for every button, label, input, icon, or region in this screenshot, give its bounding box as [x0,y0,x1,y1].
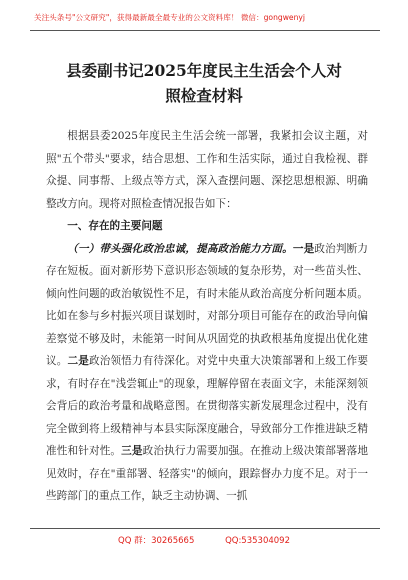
point-three-lead: 三是 [121,445,143,457]
footer [0,534,408,546]
document-body [46,125,368,508]
sub-heading-political-loyalty: （一）带头强化政治忠诚，提高政治能力方面。 [67,242,293,255]
problem-paragraph [46,238,368,508]
footer-divider [30,528,380,529]
intro-paragraph: 根据县委2025年度民主生活会统一部署，我紧扣会议主题，对照"五个带头"要求，结合思想、工作和生活实际，通过自我检视、群众提、同事帮、上级点等方式，深入查摆问题、深挖思想根源、明确整改方向。现将对照检查情况报告如下： [46,130,368,210]
point-two-text: 政治领悟力有待深化。对党中央重大决策部署和上级工作要求，有时存在"浅尝辄止"的现象，理解停留在表面文字，未能深刻领会背后的政治考量和战略意图。在贯彻落实新发展理念过程中，没有完全做到将上级精神与本县实际深度融合，导致部分工作推进缺乏精准性和针对性。 [46,355,369,457]
footer-qq-group: QQ 群：30265665 [118,536,195,546]
top-banner [0,0,408,38]
title-line-1: 县委副书记2025年度民主生活会个人对 [66,61,342,80]
point-two-lead: 二是 [67,355,89,367]
point-one-text: 政治判断力存在短板。面对新形势下意识形态领域的复杂形势，对一些苗头性、倾向性问题的政治敏锐性不足，有时未能从政治高度分析问题本质。比如在参与乡村振兴项目谋划时，对部分项目可能存在的政治导向偏差察觉不够及时，未能第一时间从巩固党的执政根基角度提出优化建议。 [46,242,369,367]
footer-qq: QQ:535304092 [225,536,290,546]
section-heading-problems: 一、存在的主要问题 [67,220,163,232]
title-line-2: 照检查材料 [165,86,243,105]
point-three-text: 政治执行力需要加强。在推动上级决策部署落地见效时，存在"重部署、轻落实"的倾向，跟踪督办力度不足。对于一些跨部门的重点工作，缺乏主动协调、一抓 [46,445,369,502]
header-divider [30,30,380,31]
promo-banner-text: 关注头条号"公文研究"，获得最新最全最专业的公文资料库！ 微信：gongwenyj [34,13,306,22]
document-title [40,58,368,108]
point-one-lead: 一是 [292,242,315,255]
